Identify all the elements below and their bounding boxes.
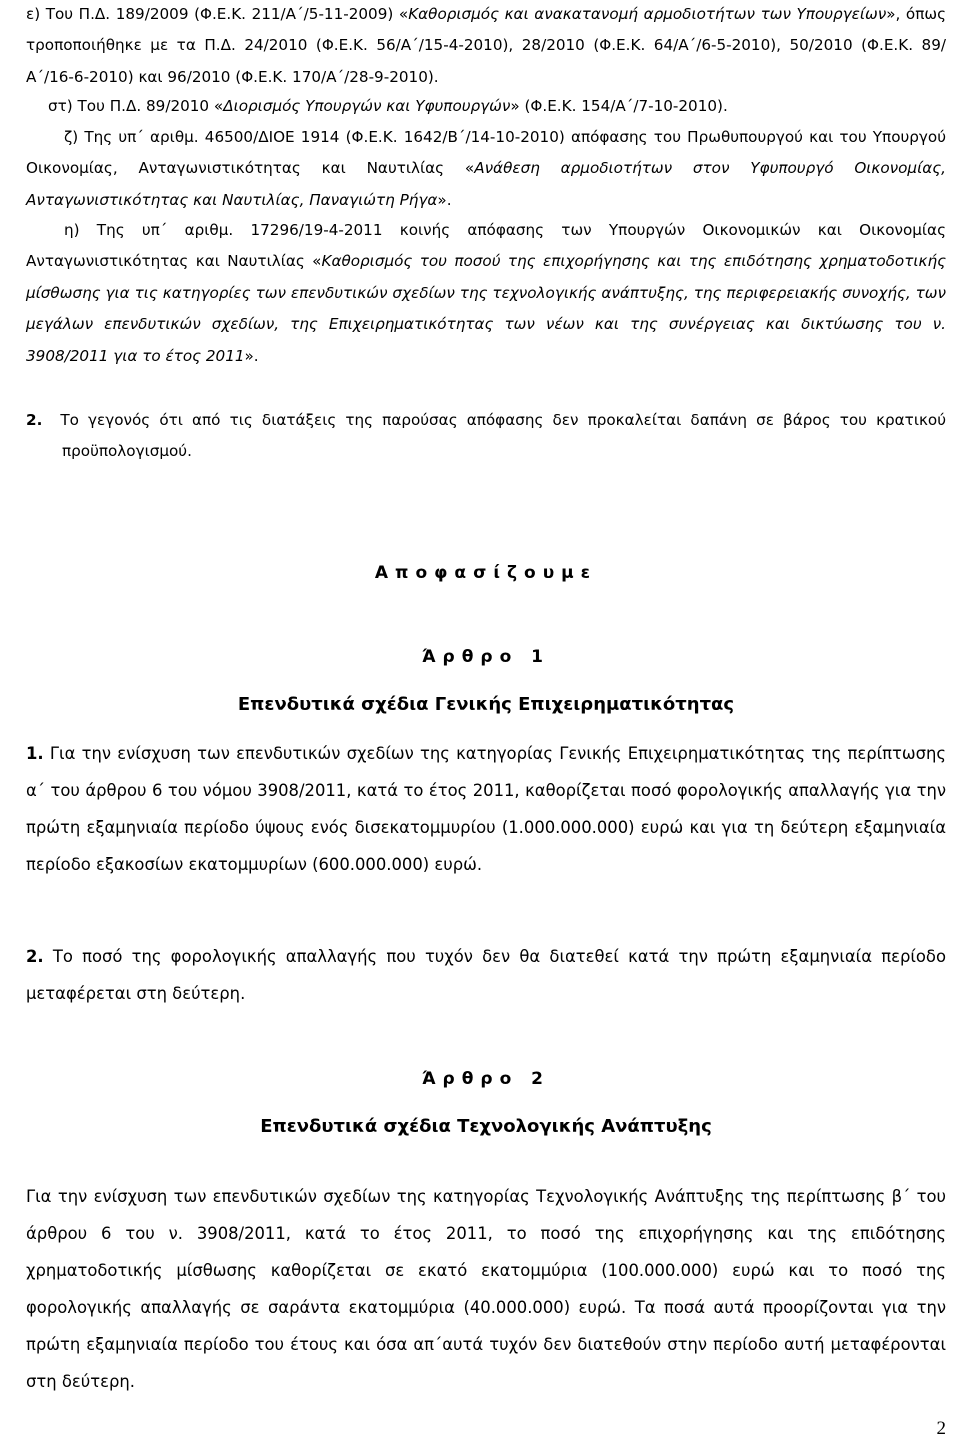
article-2-title: Άρθρο 2 (422, 1069, 550, 1089)
item-st (26, 91, 946, 122)
point-2 (26, 405, 946, 468)
item-z-text: ζ) Της υπ΄ αριθμ. 46500/ΔΙΟΕ 1914 (Φ.Ε.Κ. 1642/Β΄/14-10-2010) απόφασης του Πρωθυπουργού και του Υπουργού Οικονομίας, Ανταγωνιστικότητας και Ναυτιλίας « (26, 128, 946, 178)
item-z (26, 122, 946, 216)
item-z-tail: ». (437, 190, 452, 209)
page-number: 2 (936, 1418, 946, 1439)
item-z-title: Ανάθεση αρμοδιοτήτων στον Υφυπουργό Οικονομίας, Ανταγωνιστικότητας και Ναυτιλίας, Παναγιώτη Ρήγα (26, 159, 946, 209)
article-1-paragraph-2 (26, 938, 946, 1012)
point-2-number: 2. (26, 411, 43, 429)
point-2-text: Το γεγονός ότι από τις διατάξεις της παρούσας απόφασης δεν προκαλείται δαπάνη σε βάρος του κρατικού προϋπολογισμού. (60, 411, 946, 461)
article-2-paragraph: Για την ενίσχυση των επενδυτικών σχεδίων της κατηγορίας Τεχνολογικής Ανάπτυξης της περίπτωσης β΄ του άρθρου 6 του ν. 3908/2011, κατά το έτος 2011, το ποσό της επιχορήγησης και της επιδότησης χρηματοδοτικής μίσθωσης καθορίζεται σε εκατό εκατομμύρια (100.000.000) ευρώ και το ποσό της φορολογικής απαλλαγής σε σαράντα εκατομμύρια (40.000.000) ευρώ. Τα ποσά αυτά προορίζονται για την πρώτη εξαμηνιαία περίοδο του έτους και όσα απ΄αυτά τυχόν δεν διατεθούν στην περίοδο αυτή μεταφέρονται στη δεύτερη. (26, 1187, 946, 1391)
article-1-heading: Επενδυτικά σχέδια Γενικής Επιχειρηματικότητας (237, 694, 735, 715)
item-e-tail: », όπως τροποποιήθηκε με τα Π.Δ. 24/2010 (Φ.Ε.Κ. 56/Α΄/15-4-2010), 28/2010 (Φ.Ε.Κ. 64/Α΄/6-5-2010), 50/2010 (Φ.Ε.Κ. 89/Α΄/16-6-2010) και 96/2010 (Φ.Ε.Κ. 170/Α΄/28-9-2010). (26, 5, 946, 86)
paragraph-1-number: 1. (26, 744, 44, 763)
item-i-title: Καθορισμός του ποσού της επιχορήγησης και της επιδότησης χρηματοδοτικής μίσθωσης για τις κατηγορίες των επενδυτικών σχεδίων της τεχνολογικής ανάπτυξης, της περιφερειακής συνοχής, των μεγάλων επενδυτικών σχεδίων, της Επιχειρηματικότητας των νέων και της συνέργειας και δικτύωσης του ν. 3908/2011 για το έτος 2011 (26, 252, 946, 365)
paragraph-2-number: 2. (26, 947, 44, 966)
article-2-heading: Επενδυτικά σχέδια Τεχνολογικής Ανάπτυξης (260, 1116, 712, 1137)
item-e-title: Καθορισμός και ανακατανομή αρμοδιοτήτων των Υπουργείων (408, 5, 887, 23)
item-i-tail: ». (244, 346, 259, 365)
article-1-paragraph-1 (26, 735, 946, 883)
item-st-tail: » (Φ.Ε.Κ. 154/Α΄/7-10-2010). (510, 97, 728, 115)
item-i (26, 215, 946, 372)
item-i-text: η) Της υπ΄ αριθμ. 17296/19-4-2011 κοινής απόφασης των Υπουργών Οικονομικών και Οικονομίας Ανταγωνιστικότητας και Ναυτιλίας « (26, 221, 946, 271)
item-e (26, 0, 946, 93)
paragraph-1-text: Για την ενίσχυση των επενδυτικών σχεδίων της κατηγορίας Γενικής Επιχειρηματικότητας της περίπτωσης α΄ του άρθρου 6 του νόμου 3908/2011, κατά το έτος 2011, καθορίζεται ποσό φορολογικής απαλλαγής για την πρώτη εξαμηνιαία περίοδο ύψους ενός δισεκατομμυρίου (1.000.000.000) ευρώ και για τη δεύτερη εξαμηνιαία περίοδο εξακοσίων εκατομμυρίων (600.000.000) ευρώ. (26, 744, 946, 874)
paragraph-2-text: Το ποσό της φορολογικής απαλλαγής που τυχόν δεν θα διατεθεί κατά την πρώτη εξαμηνιαία περίοδο μεταφέρεται στη δεύτερη. (26, 947, 946, 1003)
item-e-text: ε) Του Π.Δ. 189/2009 (Φ.Ε.Κ. 211/Α΄/5-11-2009) « (26, 5, 409, 23)
item-st-title: Διορισμός Υπουργών και Υφυπουργών (223, 97, 511, 115)
decision-title: Αποφασίζουμε (374, 563, 598, 583)
article-1-title: Άρθρο 1 (422, 647, 550, 667)
item-st-text: στ) Του Π.Δ. 89/2010 « (48, 97, 224, 115)
